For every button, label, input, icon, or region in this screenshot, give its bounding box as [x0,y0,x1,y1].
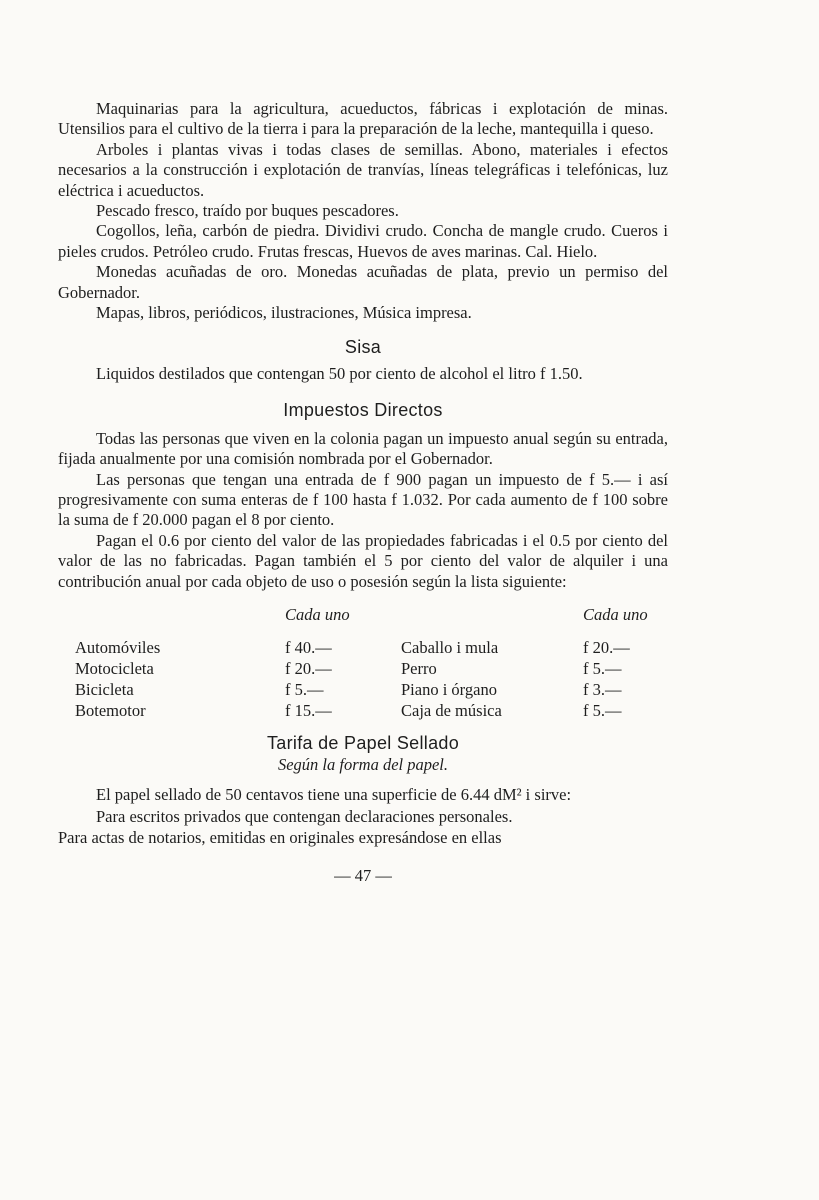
paragraph-cogollos: Cogollos, leña, carbón de piedra. Dividivi crudo. Concha de mangle crudo. Cueros i pieles crudos. Petróleo crudo. Frutas frescas, Huevos de aves marinas. Cal. Hielo. [58,221,668,261]
tax-value: f 20.— [583,637,630,657]
tax-value: f 40.— [285,637,332,657]
tax-item: Motocicleta [75,658,154,678]
paragraph-sisa: Liquidos destilados que contengan 50 por ciento de alcohol el litro f 1.50. [96,363,583,383]
section-subheading-tarifa: Según la forma del papel. [277,755,449,775]
tax-value: f 5.— [583,700,622,720]
tax-table-spacer [75,604,285,637]
tax-item: Piano i órgano [401,679,497,699]
tax-table-spacer [401,604,583,637]
paragraph-impuesto-anual: Todas las personas que viven en la colonia pagan un impuesto anual según su entrada, fijada anualmente por una comisión nombrada por el Gobernador. [58,428,668,469]
tax-item: Perro [401,658,437,678]
tax-value: f 3.— [583,679,622,699]
tax-value: f 20.— [285,658,332,678]
tax-item: Automóviles [75,637,161,657]
paragraph-mapas: Mapas, libros, periódicos, ilustraciones, Música impresa. [96,303,472,323]
paragraph-arboles: Arboles i plantas vivas i todas clases de semillas. Abono, materiales i efectos necesarios a la construcción i explotación de tranvías, líneas telegráficas i telefónicas, luz eléctrica i acueductos. [58,139,668,200]
document-page [58,99,668,886]
section-heading-tarifa: Tarifa de Papel Sellado [266,732,460,753]
section-heading-impuestos: Impuestos Directos [283,400,443,421]
paragraph-escritos-privados: Para escritos privados que contengan declaraciones personales. [96,807,513,827]
tax-value: f 15.— [285,700,332,720]
tax-table [75,604,668,721]
tax-item: Caballo i mula [401,637,499,657]
tax-item: Caja de música [401,700,502,720]
paragraph-actas-notarios: Para actas de notarios, emitidas en originales expresándose en ellas [58,827,502,847]
page-number: — 47 — [334,865,392,885]
tax-value: f 5.— [285,679,324,699]
section-heading-sisa: Sisa [344,337,382,358]
paragraph-monedas: Monedas acuñadas de oro. Monedas acuñadas de plata, previo un permiso del Gobernador. [58,262,668,302]
tax-item: Botemotor [75,700,146,720]
tax-item: Bicicleta [75,679,134,699]
tax-table-header-right: Cada uno [583,604,648,624]
tax-table-header-left: Cada uno [285,604,350,624]
paragraph-maquinarias: Maquinarias para la agricultura, acueductos, fábricas i explotación de minas. Utensilios para el cultivo de la tierra i para la preparación de la leche, mantequilla i queso. [58,99,668,139]
tax-value: f 5.— [583,658,622,678]
paragraph-entrada: Las personas que tengan una entrada de f 900 pagan un impuesto de f 5.— i así progresivamente con suma enteras de f 100 hasta f 1.032. Por cada aumento de f 100 sobre la suma de f 20.000 pagan el 8 por ciento. [58,469,668,530]
paragraph-propiedades: Pagan el 0.6 por ciento del valor de las propiedades fabricadas i el 0.5 por ciento del valor de las no fabricadas. Pagan también el 5 por ciento del valor de alquiler i una contribución anual por cada objeto de uso o posesión según la lista siguiente: [58,530,668,591]
paragraph-papel-sellado: El papel sellado de 50 centavos tiene una superficie de 6.44 dM² i sirve: [96,784,572,804]
paragraph-pescado: Pescado fresco, traído por buques pescadores. [96,201,399,221]
